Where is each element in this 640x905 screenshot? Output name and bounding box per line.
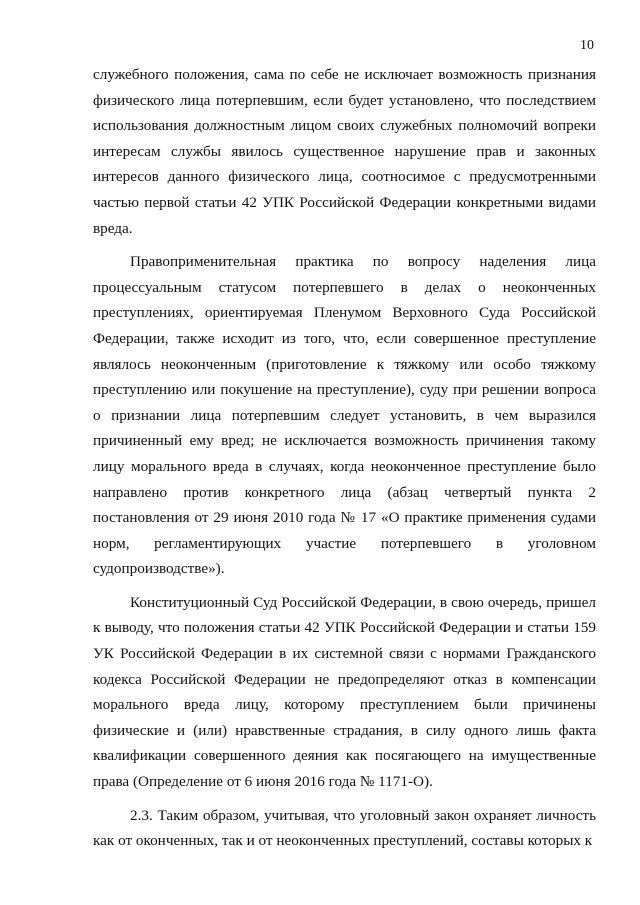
paragraph-4: 2.3. Таким образом, учитывая, что уголовный закон охраняет личность как от оконченных, так и от неоконченных преступлений, составы которых к [93, 806, 596, 850]
document-body [93, 62, 596, 854]
paragraph-3: Конституционный Суд Российской Федерации, в свою очередь, пришел к выводу, что положения статьи 42 УПК Российской Федерации и статьи 159 УК Российской Федерации в их системной связи с нормами Гражданского кодекса Российской Федерации не предопределяют отказ в компенсации морального вреда лицу, которому преступлением были причинены физические и (или) нравственные страдания, в силу одного лишь факта квалификации совершенного деяния как посягающего на имущественные права (Определение от 6 июня 2016 года № 1171-О). [93, 593, 596, 791]
paragraph-2: Правоприменительная практика по вопросу наделения лица процессуальным статусом потерпевшего в делах о неоконченных преступлениях, ориентируемая Пленумом Верховного Суда Российской Федерации, также исходит из того, что, если совершенное преступление являлось неоконченным (приготовление к тяжкому или особо тяжкому преступлению или покушение на преступление), суду при решении вопроса о признании лица потерпевшим следует установить, в чем выразился причиненный ему вред; не исключается возможность причинения такому лицу морального вреда в случаях, когда неоконченное преступление было направлено против конкретного лица (абзац четвертый пункта 2 постановления от 29 июня 2010 года № 17 «О практике применения судами норм, регламентирующих участие потерпевшего в уголовном судопроизводстве»). [93, 253, 596, 578]
paragraph-1: служебного положения, сама по себе не исключает возможность признания физического лица потерпевшим, если будет установлено, что последствием использования должностным лицом своих служебных полномочий вопреки интересам службы явилось существенное нарушение прав и законных интересов данного физического лица, соотносимое с предусмотренными частью первой статьи 42 УПК Российской Федерации конкретными видами вреда. [93, 66, 596, 237]
page-number: 10 [580, 38, 594, 53]
